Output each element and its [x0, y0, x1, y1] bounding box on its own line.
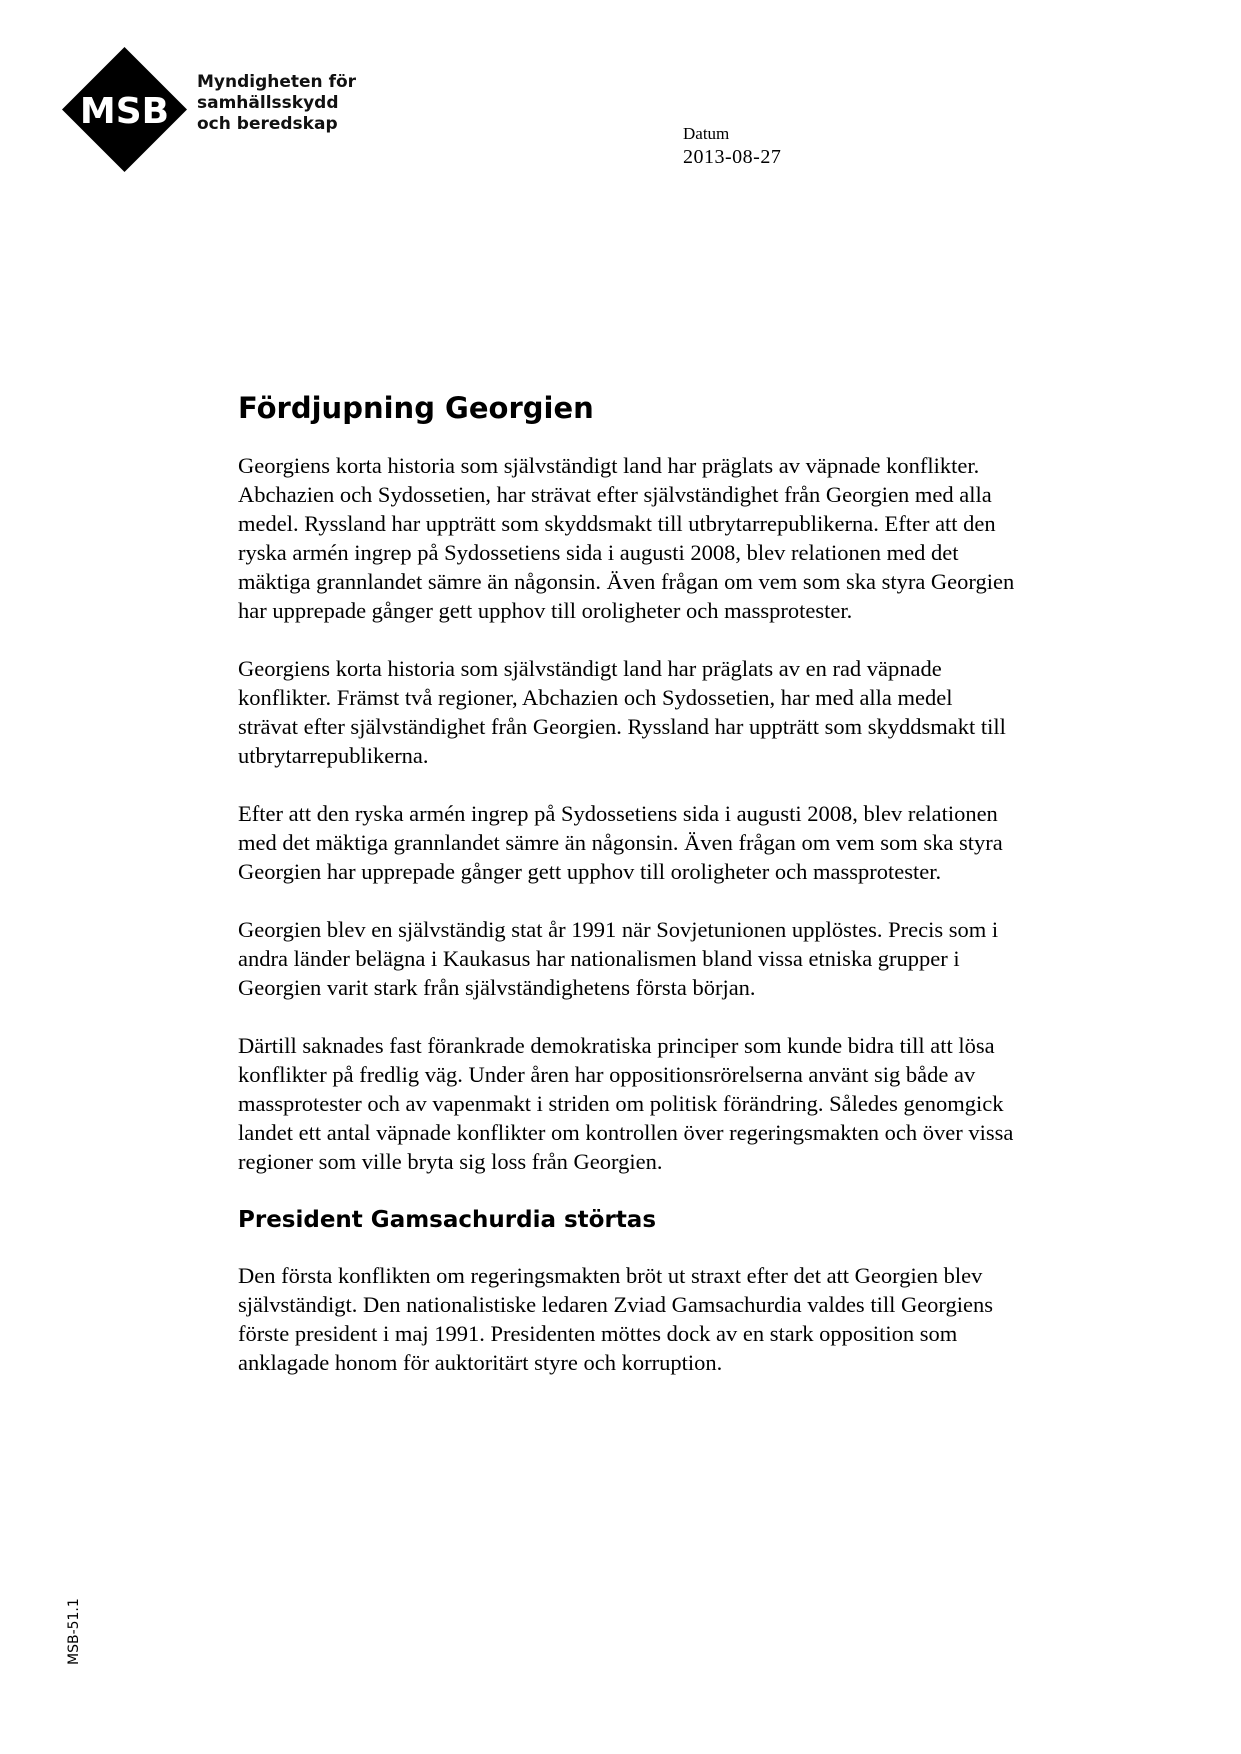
- org-name-line: och beredskap: [197, 114, 338, 134]
- body-paragraph: Därtill saknades fast förankrade demokratiska principer som kunde bidra till att lösa konflikter på fredlig väg. Under åren har oppositionsrörelserna använt sig både av massprotester och av vapenmakt i striden om politisk förändring. Således genomgick landet ett antal väpnade konflikter om kontrollen över regeringsmakten och över vissa regioner som ville bryta sig loss från Georgien.: [238, 1033, 1014, 1174]
- body-paragraph: Georgien blev en självständig stat år 1991 när Sovjetunionen upplöstes. Precis som i andra länder belägna i Kaukasus har nationalismen bland vissa etniska grupper i Georgien varit stark från självständighetens första början.: [238, 917, 999, 1000]
- date-block: [683, 123, 781, 169]
- date-value: 2013-08-27: [683, 146, 782, 168]
- document-code: MSB-51.1: [66, 1598, 82, 1665]
- document-body: [238, 390, 1018, 1406]
- section-heading: President Gamsachurdia störtas: [238, 1207, 657, 1233]
- body-paragraph: Georgiens korta historia som självständigt land har präglats av en rad väpnade konflikter. Främst två regioner, Abchazien och Sydossetien, har med alla medel strävat efter självständighet från Georgien. Ryssland har uppträtt som skyddsmakt till utbrytarrepublikerna.: [238, 656, 1006, 768]
- body-paragraph: Georgiens korta historia som självständigt land har präglats av väpnade konflikter. Abchazien och Sydossetien, har strävat efter självständighet från Georgien med alla medel. Ryssland har uppträtt som skyddsmakt till utbrytarrepublikerna. Efter att den ryska armén ingrep på Sydossetiens sida i augusti 2008, blev relationen med det mäktiga grannlandet sämre än någonsin. Även frågan om vem som ska styra Georgien har upprepade gånger gett upphov till oroligheter och massprotester.: [238, 453, 1015, 623]
- org-name-line: Myndigheten för: [197, 72, 357, 92]
- body-paragraph: Den första konflikten om regeringsmakten bröt ut straxt efter det att Georgien blev självständigt. Den nationalistiske ledaren Zviad Gamsachurdia valdes till Georgiens förste president i maj 1991. Presidenten möttes dock av en stark opposition som anklagade honom för auktoritärt styre och korruption.: [238, 1263, 994, 1375]
- organization-name: [197, 72, 356, 135]
- logo-wordmark: MSB: [79, 91, 170, 132]
- body-paragraph: Efter att den ryska armén ingrep på Sydossetiens sida i augusti 2008, blev relationen med det mäktiga grannlandet sämre än någonsin. Även frågan om vem som ska styra Georgien har upprepade gånger gett upphov till oroligheter och massprotester.: [238, 801, 1003, 884]
- date-label: Datum: [683, 124, 730, 143]
- document-title: Fördjupning Georgien: [238, 391, 594, 425]
- org-name-line: samhällsskydd: [197, 93, 339, 113]
- msb-logo: [62, 47, 187, 172]
